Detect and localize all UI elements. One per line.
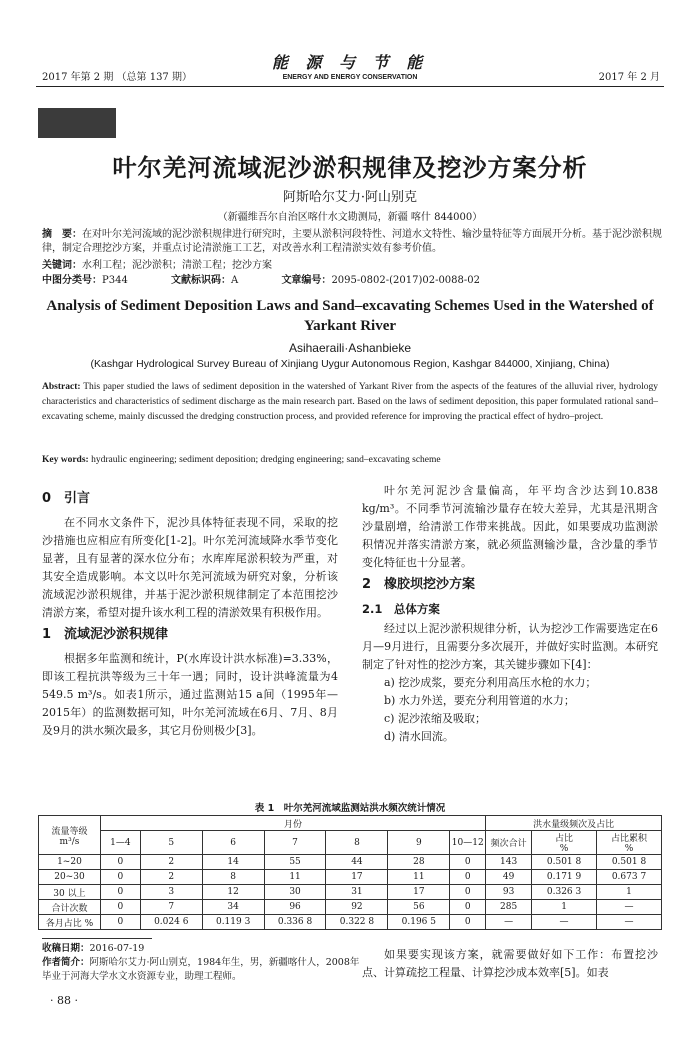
- table-cell: —: [486, 915, 532, 930]
- table-cell: 56: [388, 900, 450, 915]
- table-cell: 30: [264, 885, 326, 900]
- continuation-paragraph: 如果要实现该方案，就需要做好如下工作：布置挖沙点、计算疏挖工程量、计算挖沙成本效率[5]。如表: [362, 948, 658, 979]
- table-cell: 0.024 6: [140, 915, 202, 930]
- table-cell: 34: [202, 900, 264, 915]
- table-cell: 0.501 8: [597, 855, 662, 870]
- issue-date: 2017 年 2 月: [598, 72, 660, 83]
- table-header-total: 频次合计: [486, 831, 532, 855]
- table-header-cell: 8: [326, 831, 388, 855]
- footnote-divider: [42, 938, 152, 939]
- left-column: [42, 486, 338, 740]
- author-bio: [42, 956, 362, 984]
- table-cell: 0: [100, 855, 140, 870]
- table-cell: 各月占比 %: [39, 915, 101, 930]
- table-cell: 30 以上: [39, 885, 101, 900]
- table-cell: 2: [140, 855, 202, 870]
- sediment-paragraph: 叶尔羌河泥沙含量偏高，年平均含沙达到10.838 kg/m³。不同季节河流输沙量存在较大差异，尤其是汛期含沙量剧增，给清淤工作带来挑战。因此，如果要成功监测淤积情况并落实清淤方案，就必须监测输沙量，含沙量的季节变化特征也十分显著。: [362, 484, 658, 569]
- paper-title-cn: 叶尔羌河流域泥沙淤积规律及挖沙方案分析: [112, 154, 588, 182]
- step-item: a) 挖沙成浆，要充分利用高压水枪的水力；: [384, 676, 597, 689]
- table-cell: 12: [202, 885, 264, 900]
- table-cell: 17: [326, 870, 388, 885]
- step-item: b) 水力外送，要充分利用管道的水力；: [384, 694, 575, 707]
- author-en: Asihaeraili·Ashanbieke: [288, 341, 412, 355]
- author-bio-text: 阿斯哈尔艾力·阿山别克，1984年生，男，新疆喀什人，2008年毕业于河海大学水文水资源专业，助理工程师。: [42, 957, 360, 982]
- table-cell: 8: [202, 870, 264, 885]
- right-column: [362, 482, 658, 746]
- table-cell: 0: [100, 870, 140, 885]
- table-cell: 0: [100, 900, 140, 915]
- table-header-freq: 洪水量级频次及占比: [486, 816, 662, 831]
- step-item: d) 清水回流。: [384, 730, 454, 743]
- table-header-cumulative: 占比累积 %: [597, 831, 662, 855]
- continuation-text: [362, 946, 658, 982]
- table-cell: 20~30: [39, 870, 101, 885]
- table-cell: 0.673 7: [597, 870, 662, 885]
- keywords-cn-label: 关键词：: [42, 260, 82, 271]
- table-cell: 49: [486, 870, 532, 885]
- flood-frequency-table: [38, 815, 662, 930]
- affiliation-en: (Kashgar Hydrological Survey Bureau of Xinjiang Uygur Autonomous Region, Kashgar 844000, Xinjiang, China): [90, 358, 610, 370]
- table-cell: 0.322 8: [326, 915, 388, 930]
- table-cell: 0: [450, 900, 486, 915]
- table-header-cell: 1—4: [100, 831, 140, 855]
- table-header-month: 月份: [100, 816, 485, 831]
- table-cell: 2: [140, 870, 202, 885]
- table-body: [39, 855, 662, 930]
- table-cell: 0.171 9: [532, 870, 597, 885]
- table-cell: 0.336 8: [264, 915, 326, 930]
- author-cn: 阿斯哈尔艾力·阿山别克: [282, 190, 418, 205]
- table-cell: 0: [100, 915, 140, 930]
- section-2-1-title: 2.1 总体方案: [362, 602, 440, 616]
- abstract-en-label: Abstract:: [42, 382, 81, 392]
- section-0-title: 0 引言: [42, 491, 91, 506]
- header-divider: [36, 86, 664, 87]
- received-date: [42, 942, 362, 956]
- keywords-en-text: hydraulic engineering; sediment deposition; dredging engineering; sand–excavating scheme: [91, 455, 441, 465]
- table-cell: 44: [326, 855, 388, 870]
- table-cell: 285: [486, 900, 532, 915]
- paper-title-en: Analysis of Sediment Deposition Laws and Sand–excavating Schemes Used in the Watershed of Yarkant River: [46, 298, 654, 334]
- article-id-label: 文章编号：: [281, 275, 332, 286]
- table-cell: —: [532, 915, 597, 930]
- clc-label: 中图分类号：: [42, 275, 102, 286]
- table-cell: 0: [450, 915, 486, 930]
- keywords-en-label: Key words:: [42, 455, 89, 465]
- table-header-cell: 9: [388, 831, 450, 855]
- classification-line: [42, 274, 662, 288]
- table-cell: 合计次数: [39, 900, 101, 915]
- keywords-en: [42, 455, 658, 465]
- affiliation-cn: （新疆维吾尔自治区喀什水文勘测局，新疆 喀什 844000）: [217, 212, 483, 223]
- abstract-cn-label: 摘 要：: [42, 229, 82, 240]
- table-cell: 92: [326, 900, 388, 915]
- table-header-ratio: 占比 %: [532, 831, 597, 855]
- table-cell: 28: [388, 855, 450, 870]
- table-header-cell: 10—12: [450, 831, 486, 855]
- table-cell: 93: [486, 885, 532, 900]
- section-0-paragraph: 在不同水文条件下，泥沙具体特征表现不同，采取的挖沙措施也应相应有所变化[1-2]。叶尔羌河流域降水季节变化显著，且有显著的深水位分布；水库库尾淤积较为严重，对其安全造成影响。本文以叶尔羌河流域为研究对象，分析该流域泥沙淤积规律，并基于泥沙淤积规律制定了本范围挖沙清淤方案，希望对提升该水利工程的清淤效果有积极作用。: [42, 516, 338, 619]
- table-cell: 0.119 3: [202, 915, 264, 930]
- table-cell: 7: [140, 900, 202, 915]
- section-1-paragraph: 根据多年监测和统计，P(水库设计洪水标准)=3.33%，即该工程抗洪等级为三十年一遇；同时，设计洪峰流量为4 549.5 m³/s。如表1所示，通过监测站15 a间（1995年—2015年）的监测数据可知，叶尔羌河流域在6月、7月、8月及9月的洪水频次最多，其它月份则极少[3]。: [42, 652, 338, 737]
- table-cell: 3: [140, 885, 202, 900]
- table-cell: 14: [202, 855, 264, 870]
- table-header-level: 流量等级 m³/s: [39, 816, 101, 855]
- doc-code-value: A: [231, 275, 239, 286]
- table-cell: 55: [264, 855, 326, 870]
- table-header-cell: 6: [202, 831, 264, 855]
- table-caption: 表 1 叶尔羌河流域监测站洪水频次统计情况: [254, 803, 446, 814]
- section-1-title: 1 流域泥沙淤积规律: [42, 627, 169, 642]
- section-2-1-paragraph: 经过以上泥沙淤积规律分析，认为挖沙工作需要选定在6月—9月进行，且需要分多次展开，并做好实时监测。本研究制定了针对性的挖沙方案，其关键步骤如下[4]：: [362, 622, 658, 671]
- article-id-value: 2095-0802-(2017)02-0088-02: [331, 275, 481, 286]
- abstract-en-text: This paper studied the laws of sediment deposition in the watershed of Yarkant River from the aspects of the features of the alluvial river, hydrology characteristics and characteristics of sediment discharge as the main research part. Based on the laws of sediment deposition, this paper formulated rational sand–excavating scheme, mainly discussed the dredging construction process, and provided reference for improving the practical effect of hydro–project.: [42, 382, 658, 422]
- abstract-cn-text: 在对叶尔羌河流域的泥沙淤积规律进行研究时，主要从淤积河段特性、河道水文特性、输沙量特征等方面展开分析。基于泥沙淤积规律，制定合理挖沙方案，并重点讨论清淤施工工艺，对改善水利工程清淤实效有参考价值。: [42, 229, 662, 254]
- doc-code-label: 文献标识码：: [171, 275, 232, 286]
- table-header-cell: 5: [140, 831, 202, 855]
- section-badge: [38, 108, 116, 138]
- table-cell: 17: [388, 885, 450, 900]
- table-cell: 0: [450, 870, 486, 885]
- table-cell: 0.196 5: [388, 915, 450, 930]
- table-cell: 0: [450, 855, 486, 870]
- page-number: · 88 ·: [50, 994, 78, 1007]
- received-label: 收稿日期：: [42, 943, 90, 954]
- journal-name-en: ENERGY AND ENERGY CONSERVATION: [282, 74, 418, 81]
- clc-value: P344: [102, 275, 128, 286]
- journal-masthead: [0, 50, 700, 81]
- table-cell: 143: [486, 855, 532, 870]
- table-cell: —: [597, 900, 662, 915]
- table-row: [39, 870, 662, 885]
- abstract-en: [42, 380, 658, 425]
- table-cell: 0: [100, 885, 140, 900]
- table-cell: 11: [264, 870, 326, 885]
- received-value: 2016-07-19: [89, 943, 145, 954]
- issue-info: 2017 年第 2 期 （总第 137 期）: [42, 72, 192, 83]
- journal-name-cn: 能 源 与 节 能: [271, 53, 429, 72]
- step-item: c) 泥沙浓缩及吸取；: [384, 712, 486, 725]
- table-header-cell: 7: [264, 831, 326, 855]
- table-row: [39, 900, 662, 915]
- table-cell: 0: [450, 885, 486, 900]
- abstract-cn: [42, 228, 662, 256]
- keywords-cn: [42, 259, 662, 273]
- table-row: [39, 915, 662, 930]
- table-cell: 1: [597, 885, 662, 900]
- table-cell: 0.326 3: [532, 885, 597, 900]
- table-cell: 1~20: [39, 855, 101, 870]
- table-cell: —: [597, 915, 662, 930]
- keywords-cn-text: 水利工程；泥沙淤积；清淤工程；挖沙方案: [82, 260, 272, 271]
- table-cell: 1: [532, 900, 597, 915]
- table-cell: 11: [388, 870, 450, 885]
- table-cell: 96: [264, 900, 326, 915]
- section-2-title: 2 橡胶坝挖沙方案: [362, 577, 476, 592]
- table-row: [39, 855, 662, 870]
- table-cell: 31: [326, 885, 388, 900]
- table-cell: 0.501 8: [532, 855, 597, 870]
- author-bio-label: 作者简介：: [42, 957, 90, 968]
- table-row: [39, 885, 662, 900]
